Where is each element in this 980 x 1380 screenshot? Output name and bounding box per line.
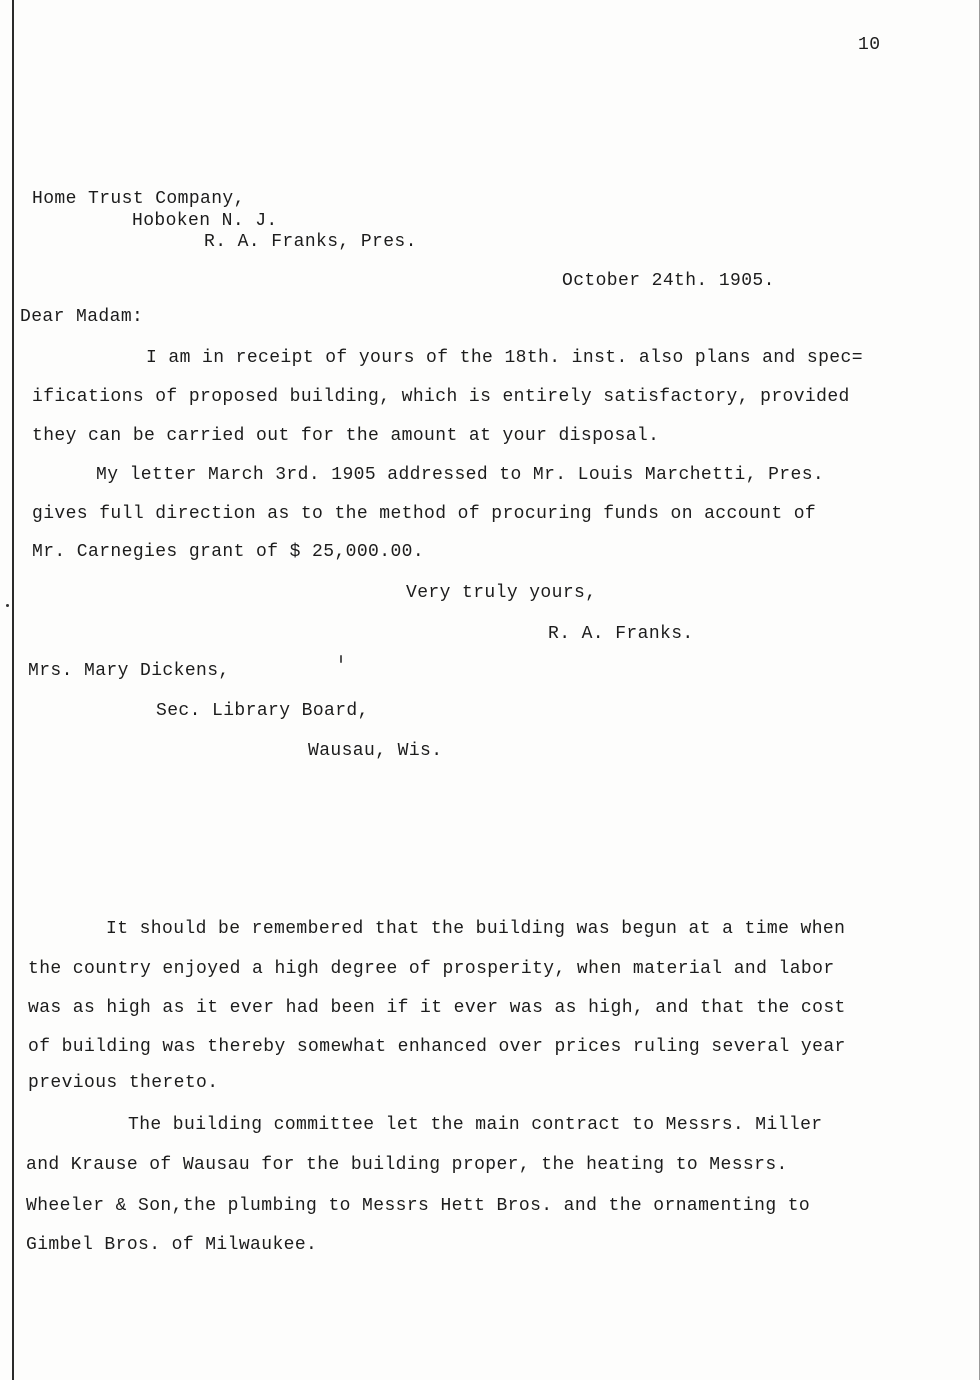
scan-speck: [6, 604, 9, 607]
letter-closing: Very truly yours,: [406, 583, 597, 603]
narrative-line: It should be remembered that the building was begun at a time when: [106, 919, 846, 939]
narrative-line: the country enjoyed a high degree of prosperity, when material and labor: [28, 959, 835, 979]
narrative-line: was as high as it ever had been if it ever was as high, and that the cost: [28, 998, 846, 1018]
letter-body-line: My letter March 3rd. 1905 addressed to Mr. Louis Marchetti, Pres.: [96, 465, 825, 485]
recipient-line-title: Sec. Library Board,: [156, 701, 369, 721]
recipient-line-city: Wausau, Wis.: [308, 741, 443, 761]
recipient-line-name: Mrs. Mary Dickens,: [28, 661, 230, 681]
addressee-line-city: Hoboken N. J.: [132, 211, 278, 231]
scan-speck: [340, 655, 342, 663]
letter-body-line: Mr. Carnegies grant of $ 25,000.00.: [32, 542, 425, 562]
letter-body-line: ifications of proposed building, which is entirely satisfactory, provided: [32, 387, 850, 407]
letter-body-line: they can be carried out for the amount at your disposal.: [32, 426, 660, 446]
addressee-line-company: Home Trust Company,: [32, 189, 245, 209]
narrative-line: and Krause of Wausau for the building proper, the heating to Messrs.: [26, 1155, 788, 1175]
salutation: Dear Madam:: [20, 307, 144, 327]
narrative-line: Gimbel Bros. of Milwaukee.: [26, 1235, 318, 1255]
letter-signature: R. A. Franks.: [548, 624, 694, 644]
narrative-line: previous thereto.: [28, 1073, 219, 1093]
page-number: 10: [858, 35, 881, 55]
narrative-line: of building was thereby somewhat enhanced over prices ruling several year: [28, 1037, 846, 1057]
letter-date: October 24th. 1905.: [562, 271, 775, 291]
addressee-line-officer: R. A. Franks, Pres.: [204, 232, 417, 252]
letter-body-line: gives full direction as to the method of procuring funds on account of: [32, 504, 817, 524]
letter-body-line: I am in receipt of yours of the 18th. inst. also plans and spec=: [146, 348, 863, 368]
left-margin-rule: [12, 0, 14, 1380]
narrative-line: The building committee let the main contract to Messrs. Miller: [128, 1115, 823, 1135]
narrative-line: Wheeler & Son,the plumbing to Messrs Hett Bros. and the ornamenting to: [26, 1196, 811, 1216]
